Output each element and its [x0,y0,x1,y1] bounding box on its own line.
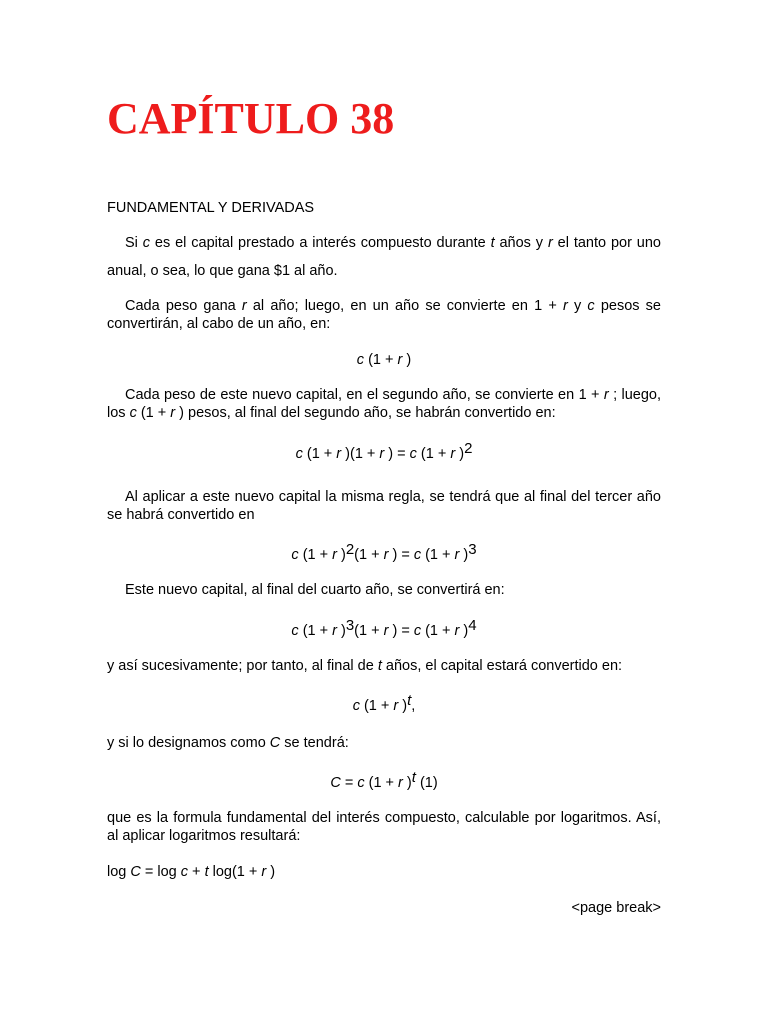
equation-2: c (1 + r )(1 + r ) = c (1 + r )$^2$ [295,440,473,462]
equation-1: c (1 + r ) [356,352,412,368]
equation-3: c (1 + r )$^2$(1 + r ) = c (1 + r )$^3$ [291,541,477,563]
paragraph-3: Cada peso de este nuevo capital, en el segundo año, se convierte en 1 + r ; luego, los c (1 + r ) pesos, al final del segundo año, se habrán convertido en: [107,387,661,421]
section-heading: FUNDAMENTAL Y DERIVADAS [107,200,315,216]
page-break-marker: <page break> [571,900,661,916]
equation-5: c (1 + r )$^t$, [352,692,416,714]
paragraph-7: y si lo designamos como C se tendrá: [107,735,349,751]
equation-4: c (1 + r )$^3$(1 + r ) = c (1 + r )$^4$ [291,617,477,639]
paragraph-8: que es la formula fundamental del interés compuesto, calculable por logaritmos. Así, al aplicar logaritmos resultará: [107,810,661,844]
equation-7: log C = log c + t log(1 + r ) [107,864,276,880]
paragraph-4: Al aplicar a este nuevo capital la misma regla, se tendrá que al final del tercer año se habrá convertido en [107,489,661,523]
paragraph-6: y así sucesivamente; por tanto, al final de t años, el capital estará convertido en: [107,658,623,674]
equation-6: C = c (1 + r )$^t$ (1) [330,769,438,791]
paragraph-5: Este nuevo capital, al final del cuarto año, se convertirá en: [125,582,505,598]
chapter-title: CAPÍTULO 38 [107,94,395,143]
paragraph-1: Si c es el capital prestado a interés compuesto durante t años y r el tanto por uno anual, o sea, lo que gana $1 al año. [107,235,661,279]
paragraph-2: Cada peso gana r al año; luego, en un año se convierte en 1 + r y c pesos se convertirán, al cabo de un año, en: [107,298,661,332]
